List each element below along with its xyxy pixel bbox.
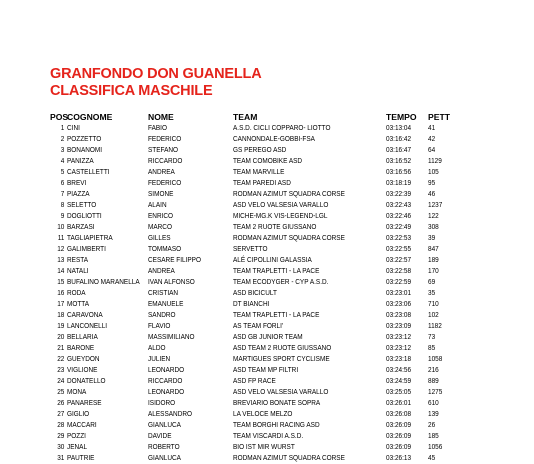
- cell-cognome: PAUTRIE: [67, 455, 95, 462]
- cell-tempo: 03:26:09: [386, 433, 412, 440]
- cell-pos: 17: [57, 301, 65, 308]
- cell-team: RODMAN AZIMUT SQUADRA CORSE: [233, 455, 345, 462]
- cell-pos: 15: [57, 279, 65, 286]
- cell-nome: RICCARDO: [148, 158, 183, 165]
- cell-nome: GILLES: [148, 235, 171, 242]
- cell-team: SERVETTO: [233, 246, 268, 253]
- cell-tempo: 03:22:43: [386, 202, 412, 209]
- cell-cognome: MOTTA: [67, 301, 90, 308]
- cell-tempo: 03:24:59: [386, 378, 412, 385]
- cell-pos: 19: [57, 323, 65, 330]
- cell-pos: 2: [60, 136, 65, 143]
- cell-pett: 46: [428, 191, 436, 198]
- cell-tempo: 03:22:59: [386, 279, 412, 286]
- cell-cognome: GUEYDON: [67, 356, 100, 363]
- table-row: [0, 420, 534, 431]
- cell-pos: 21: [57, 345, 65, 352]
- cell-pett: 189: [428, 257, 439, 264]
- cell-tempo: 03:22:46: [386, 213, 412, 220]
- header-cognome: COGNOME: [67, 112, 113, 122]
- table-row: [0, 178, 534, 189]
- cell-pett: 610: [428, 400, 439, 407]
- table-row: [0, 442, 534, 453]
- table-row: [0, 244, 534, 255]
- cell-pett: 1129: [428, 158, 442, 165]
- cell-cognome: BELLARIA: [67, 334, 98, 341]
- cell-pett: 45: [428, 455, 436, 462]
- header-tempo: TEMPO: [386, 112, 417, 122]
- cell-nome: ANDREA: [148, 268, 175, 275]
- cell-pos: 23: [57, 367, 65, 374]
- cell-team: AS TEAM FORLI': [233, 323, 284, 330]
- header-pett: PETT: [428, 112, 450, 122]
- cell-team: ASD TEAM 2 RUOTE GIUSSANO: [233, 345, 332, 352]
- table-row: [0, 123, 534, 134]
- cell-tempo: 03:16:56: [386, 169, 412, 176]
- cell-team: ASD FP RACE: [233, 378, 276, 385]
- cell-tempo: 03:26:08: [386, 411, 412, 418]
- table-row: [0, 310, 534, 321]
- cell-tempo: 03:16:42: [386, 136, 412, 143]
- cell-tempo: 03:16:47: [386, 147, 412, 154]
- cell-pos: 5: [60, 169, 65, 176]
- cell-pett: 105: [428, 169, 439, 176]
- cell-tempo: 03:22:53: [386, 235, 412, 242]
- cell-pett: 308: [428, 224, 439, 231]
- cell-tempo: 03:22:58: [386, 268, 412, 275]
- cell-nome: ALDO: [148, 345, 166, 352]
- cell-pos: 3: [60, 147, 65, 154]
- cell-pett: 1275: [428, 389, 443, 396]
- cell-pos: 11: [57, 235, 65, 242]
- cell-nome: ENRICO: [148, 213, 174, 220]
- cell-tempo: 03:23:18: [386, 356, 412, 363]
- cell-cognome: VIGLIONE: [67, 367, 98, 374]
- cell-tempo: 03:18:19: [386, 180, 412, 187]
- cell-nome: ISIDORO: [148, 400, 176, 407]
- cell-cognome: NATALI: [67, 268, 89, 275]
- cell-pett: 216: [428, 367, 439, 374]
- cell-cognome: TAGLIAPIETRA: [67, 235, 113, 242]
- cell-pos: 9: [60, 213, 65, 220]
- cell-team: TEAM TRAPLETTI - LA PACE: [233, 312, 320, 319]
- cell-pett: 42: [428, 136, 436, 143]
- document-subtitle: CLASSIFICA MASCHILE: [50, 83, 213, 99]
- cell-nome: ROBERTO: [148, 444, 180, 451]
- cell-cognome: PIAZZA: [67, 191, 90, 198]
- cell-tempo: 03:23:12: [386, 334, 412, 341]
- cell-team: TEAM MARVILLE: [233, 169, 285, 176]
- table-row: [0, 299, 534, 310]
- table-row: [0, 145, 534, 156]
- cell-cognome: GALIMBERTI: [67, 246, 106, 253]
- cell-tempo: 03:22:57: [386, 257, 412, 264]
- cell-pos: 28: [57, 422, 65, 429]
- cell-team: TEAM PAREDI ASD: [233, 180, 291, 187]
- cell-nome: FEDERICO: [148, 136, 182, 143]
- cell-pett: 1182: [428, 323, 442, 330]
- table-row: [0, 453, 534, 464]
- cell-team: BIO IST MIR WURST: [233, 444, 295, 451]
- cell-pett: 85: [428, 345, 436, 352]
- table-row: [0, 398, 534, 409]
- cell-pos: 18: [57, 312, 65, 319]
- document-title: GRANFONDO DON GUANELLA: [50, 66, 262, 82]
- cell-nome: MARCO: [148, 224, 172, 231]
- cell-cognome: BUFALINO MARANELLA: [67, 279, 140, 286]
- header-team: TEAM: [233, 112, 258, 122]
- cell-pett: 41: [428, 125, 436, 132]
- cell-team: ASD VELO VALSESIA VARALLO: [233, 389, 329, 396]
- cell-tempo: 03:22:39: [386, 191, 412, 198]
- cell-cognome: PANIZZA: [67, 158, 94, 165]
- cell-cognome: JENAL: [67, 444, 88, 451]
- table-row: [0, 189, 534, 200]
- table-row: [0, 431, 534, 442]
- cell-nome: SIMONE: [148, 191, 174, 198]
- cell-team: ASD BICICULT: [233, 290, 277, 297]
- cell-nome: GIANLUCA: [148, 422, 181, 429]
- cell-team: A.S.D. CICLI COPPARO- LIOTTO: [233, 125, 331, 132]
- cell-tempo: 03:25:05: [386, 389, 412, 396]
- cell-tempo: 03:13:04: [386, 125, 412, 132]
- cell-team: RODMAN AZIMUT SQUADRA CORSE: [233, 191, 345, 198]
- cell-pett: 1058: [428, 356, 443, 363]
- cell-pett: 73: [428, 334, 436, 341]
- cell-tempo: 03:26:09: [386, 444, 412, 451]
- cell-pos: 16: [57, 290, 65, 297]
- cell-pos: 27: [57, 411, 65, 418]
- cell-pos: 1: [60, 125, 65, 132]
- cell-cognome: BONANOMI: [67, 147, 103, 154]
- cell-pett: 64: [428, 147, 436, 154]
- cell-pos: 30: [57, 444, 65, 451]
- cell-cognome: GIGLIO: [67, 411, 90, 418]
- cell-nome: EMANUELE: [148, 301, 184, 308]
- cell-tempo: 03:23:01: [386, 290, 412, 297]
- cell-tempo: 03:22:49: [386, 224, 412, 231]
- cell-team: TEAM TRAPLETTI - LA PACE: [233, 268, 320, 275]
- cell-pos: 14: [57, 268, 65, 275]
- cell-pos: 7: [60, 191, 65, 198]
- cell-nome: SANDRO: [148, 312, 176, 319]
- cell-cognome: MONA: [67, 389, 87, 396]
- cell-nome: GIANLUCA: [148, 455, 181, 462]
- cell-pos: 13: [57, 257, 65, 264]
- cell-nome: CRISTIAN: [148, 290, 179, 297]
- cell-cognome: PANARESE: [67, 400, 102, 407]
- cell-team: ASD TEAM MP FILTRI: [233, 367, 299, 374]
- table-row: [0, 211, 534, 222]
- cell-pett: 39: [428, 235, 436, 242]
- cell-team: ASD GB JUNIOR TEAM: [233, 334, 303, 341]
- cell-cognome: DOGLIOTTI: [67, 213, 102, 220]
- table-row: [0, 134, 534, 145]
- cell-pett: 95: [428, 180, 436, 187]
- cell-pett: 26: [428, 422, 436, 429]
- table-row: [0, 387, 534, 398]
- header-pos: POS: [50, 112, 69, 122]
- table-row: [0, 233, 534, 244]
- table-row: [0, 266, 534, 277]
- cell-cognome: RODA: [67, 290, 86, 297]
- cell-pos: 10: [57, 224, 65, 231]
- cell-nome: FLAVIO: [148, 323, 171, 330]
- cell-nome: LEONARDO: [148, 389, 185, 396]
- cell-team: MICHE-MG.K VIS-LEGEND-LGL: [233, 213, 328, 220]
- cell-pos: 6: [60, 180, 65, 187]
- cell-tempo: 03:23:09: [386, 323, 412, 330]
- cell-pos: 20: [57, 334, 65, 341]
- cell-team: CANNONDALE-GOBBI-FSA: [233, 136, 315, 143]
- cell-team: LA VELOCE MELZO: [233, 411, 293, 418]
- table-row: [0, 167, 534, 178]
- cell-pos: 29: [57, 433, 65, 440]
- table-row: [0, 365, 534, 376]
- cell-nome: RICCARDO: [148, 378, 183, 385]
- cell-pos: 22: [57, 356, 65, 363]
- table-row: [0, 255, 534, 266]
- cell-team: TEAM BORGHI RACING ASD: [233, 422, 320, 429]
- cell-cognome: BREVI: [67, 180, 87, 187]
- cell-pett: 185: [428, 433, 439, 440]
- table-row: [0, 409, 534, 420]
- cell-cognome: CASTELLETTI: [67, 169, 110, 176]
- cell-pos: 12: [57, 246, 65, 253]
- cell-nome: IVAN ALFONSO: [148, 279, 195, 286]
- cell-nome: FEDERICO: [148, 180, 182, 187]
- cell-team: TEAM COMOBIKE ASD: [233, 158, 303, 165]
- cell-nome: FABIO: [148, 125, 167, 132]
- cell-team: ASD VELO VALSESIA VARALLO: [233, 202, 329, 209]
- table-row: [0, 156, 534, 167]
- table-row: [0, 277, 534, 288]
- cell-pos: 8: [60, 202, 65, 209]
- header-nome: NOME: [148, 112, 174, 122]
- cell-pos: 25: [57, 389, 65, 396]
- cell-team: BREVIARIO BONATE SOPRA: [233, 400, 321, 407]
- cell-pett: 102: [428, 312, 439, 319]
- table-row: [0, 288, 534, 299]
- cell-cognome: POZZETTO: [67, 136, 102, 143]
- cell-tempo: 03:16:52: [386, 158, 412, 165]
- cell-team: TEAM ECODYGER - CYP A.S.D.: [233, 279, 329, 286]
- table-row: [0, 343, 534, 354]
- cell-cognome: BARONE: [67, 345, 95, 352]
- cell-tempo: 03:22:55: [386, 246, 412, 253]
- cell-pett: 170: [428, 268, 439, 275]
- cell-pos: 31: [57, 455, 65, 462]
- cell-pett: 847: [428, 246, 439, 253]
- cell-nome: CESARE FILIPPO: [148, 257, 201, 264]
- cell-team: MARTIGUES SPORT CYCLISME: [233, 356, 330, 363]
- cell-pett: 1056: [428, 444, 443, 451]
- cell-nome: TOMMASO: [148, 246, 182, 253]
- cell-tempo: 03:23:12: [386, 345, 412, 352]
- cell-pett: 889: [428, 378, 439, 385]
- cell-team: RODMAN AZIMUT SQUADRA CORSE: [233, 235, 345, 242]
- cell-cognome: CARAVONA: [67, 312, 103, 319]
- cell-tempo: 03:26:01: [386, 400, 412, 407]
- cell-nome: DAVIDE: [148, 433, 172, 440]
- table-row: [0, 200, 534, 211]
- cell-cognome: RESTA: [67, 257, 89, 264]
- cell-nome: STEFANO: [148, 147, 179, 154]
- cell-tempo: 03:23:08: [386, 312, 412, 319]
- cell-cognome: BARZASI: [67, 224, 95, 231]
- cell-team: GS PEREGO ASD: [233, 147, 287, 154]
- cell-pett: 69: [428, 279, 436, 286]
- cell-pos: 26: [57, 400, 65, 407]
- cell-team: TEAM VISCARDI A.S.D.: [233, 433, 304, 440]
- cell-cognome: POZZI: [67, 433, 86, 440]
- cell-cognome: MACCARI: [67, 422, 97, 429]
- cell-nome: ALESSANDRO: [148, 411, 193, 418]
- cell-nome: ALAIN: [148, 202, 167, 209]
- table-row: [0, 354, 534, 365]
- cell-tempo: 03:26:09: [386, 422, 412, 429]
- cell-cognome: LANCONELLI: [67, 323, 108, 330]
- cell-cognome: CINI: [67, 125, 80, 132]
- cell-tempo: 03:24:56: [386, 367, 412, 374]
- cell-pos: 24: [57, 378, 65, 385]
- cell-nome: LEONARDO: [148, 367, 185, 374]
- table-row: [0, 222, 534, 233]
- table-row: [0, 376, 534, 387]
- cell-cognome: SELETTO: [67, 202, 97, 209]
- cell-tempo: 03:26:13: [386, 455, 412, 462]
- cell-pett: 35: [428, 290, 436, 297]
- table-row: [0, 321, 534, 332]
- cell-nome: JULIEN: [148, 356, 171, 363]
- cell-pos: 4: [60, 158, 65, 165]
- cell-pett: 122: [428, 213, 439, 220]
- cell-nome: ANDREA: [148, 169, 175, 176]
- cell-tempo: 03:23:06: [386, 301, 412, 308]
- cell-team: DT BIANCHI: [233, 301, 270, 308]
- cell-pett: 1237: [428, 202, 443, 209]
- cell-cognome: DONATELLO: [67, 378, 106, 385]
- cell-nome: MASSIMILIANO: [148, 334, 195, 341]
- cell-pett: 710: [428, 301, 439, 308]
- cell-pett: 139: [428, 411, 439, 418]
- cell-team: ALÉ CIPOLLINI GALASSIA: [233, 257, 312, 264]
- cell-team: TEAM 2 RUOTE GIUSSANO: [233, 224, 317, 231]
- table-row: [0, 332, 534, 343]
